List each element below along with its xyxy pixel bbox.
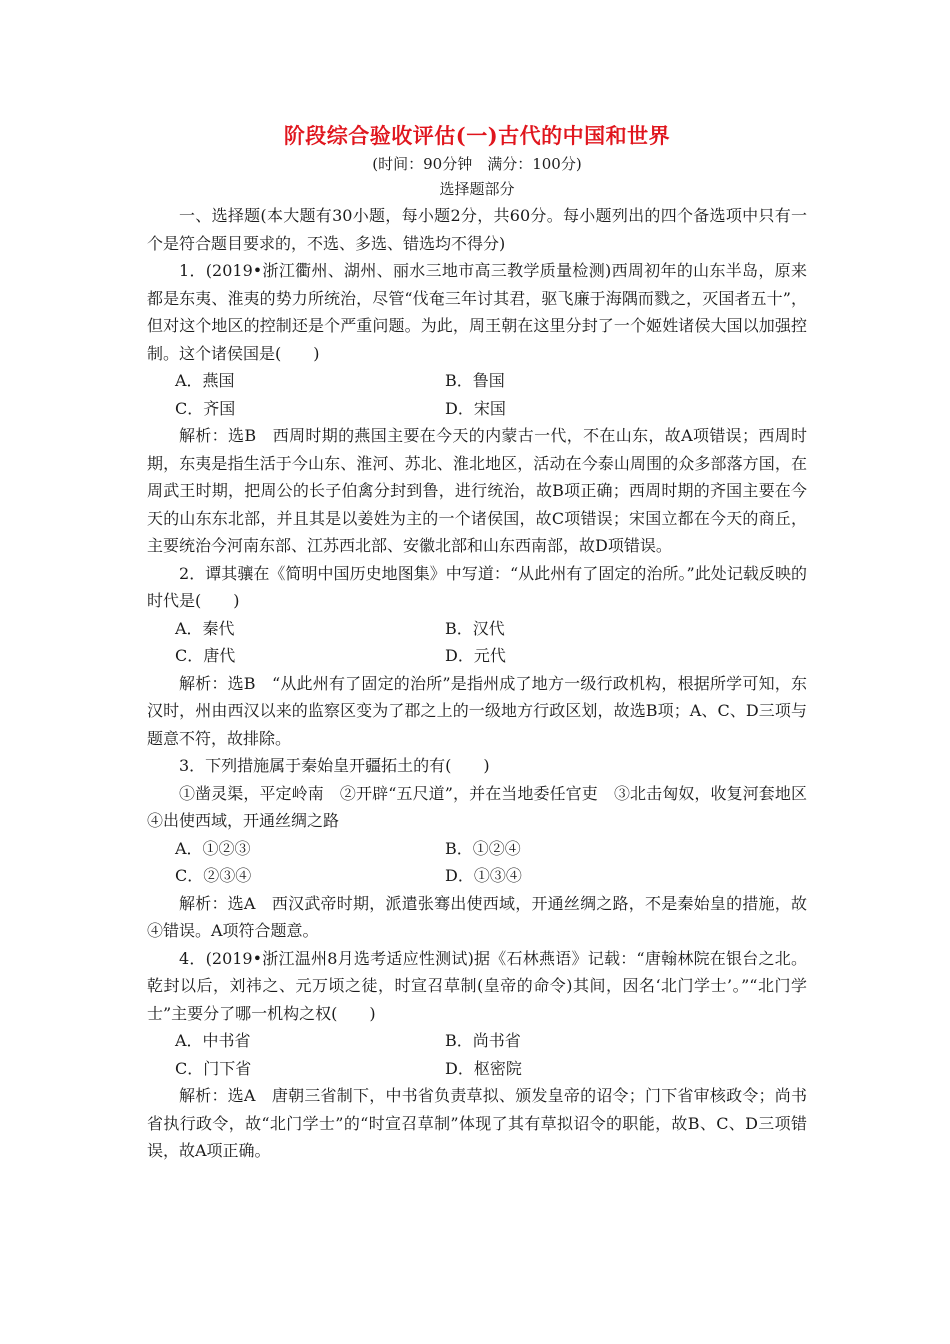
question-stem: 2．谭其骧在《简明中国历史地图集》中写道：“从此州有了固定的治所。”此处记载反映的时代是( ) [147, 563, 807, 610]
option-c: C．②③④ [175, 866, 252, 885]
option-d: D．元代 [445, 646, 506, 665]
question-analysis: 解析：选A 西汉武帝时期，派遣张骞出使西域，开通丝绸之路，不是秦始皇的措施，故④错误。A项符合题意。 [147, 893, 807, 940]
option-c: C．门下省 [175, 1058, 252, 1078]
document-content [147, 120, 824, 1165]
option-b: B．鲁国 [445, 371, 505, 390]
instructions: 一、选择题(本大题有30小题，每小题2分，共60分。每小题列出的四个备选项中只有一个是符合题目要求的，不选、多选、错选均不得分) [147, 206, 807, 253]
option-b: B．汉代 [445, 618, 505, 638]
option-c: C．唐代 [175, 646, 236, 665]
question-4 [147, 945, 807, 1165]
option-a: A．中书省 [175, 1031, 251, 1050]
question-analysis: 解析：选B “从此州有了固定的治所”是指州成了地方一级行政机构，根据所学可知，东汉时，州由西汉以来的监察区变为了郡之上的一级地方行政区划，故选B项；A、C、D三项与题意不符，故排除。 [147, 673, 807, 748]
option-b: B．尚书省 [445, 1031, 521, 1050]
question-analysis: 解析：选A 唐朝三省制下，中书省负责草拟、颁发皇帝的诏令；门下省审核政令；尚书省执行政令，故“北门学士”的“时宣召草制”体现了其有草拟诏令的职能，故B、C、D三项错误，故A项正确。 [147, 1086, 807, 1160]
options-row [147, 835, 807, 863]
question-3 [147, 752, 824, 945]
option-d: D．①③④ [445, 866, 522, 885]
option-a: A．①②③ [175, 838, 251, 858]
question-stem: 3．下列措施属于秦始皇开疆拓土的有( ) [179, 756, 490, 775]
options-row [147, 1055, 807, 1083]
time-info: (时间：90分钟 满分：100分) [372, 155, 582, 173]
option-c: C．齐国 [175, 398, 236, 418]
section-label: 选择题部分 [439, 180, 515, 198]
question-2 [147, 560, 807, 753]
option-a: A．燕国 [175, 371, 235, 390]
options-row [147, 395, 807, 423]
options-row [147, 642, 807, 670]
question-analysis: 解析：选B 西周时期的燕国主要在今天的内蒙古一代，不在山东，故A项错误；西周时期，东夷是指生活于今山东、淮河、苏北、淮北地区，活动在今泰山周围的众多部落方国，在周武王时期，把周公的长子伯禽分封到鲁，进行统治，故B项正确；西周时期的齐国主要在今天的山东东北部，并且其是以姜姓为主的一个诸侯国，故C项错误；宋国立都在今天的商丘，主要统治今河南东部、江苏西北部、安徽北部和山东西南部，故D项错误。 [147, 426, 807, 555]
question-stem: 1．(2019•浙江衢州、湖州、丽水三地市高三教学质量检测)西周初年的山东半岛，原来都是东夷、淮夷的势力所统治，尽管“伐奄三年讨其君，驱飞廉于海隅而戮之，灭国者五十”，但对这个地区的控制还是个严重问题。为此，周王朝在这里分封了一个姬姓诸侯大国以加强控制。这个诸侯国是( ) [147, 261, 807, 363]
page-title: 阶段综合验收评估(一)古代的中国和世界 [283, 123, 671, 148]
options-row [147, 1027, 807, 1055]
question-stem: 4．(2019•浙江温州8月选考适应性测试)据《石林燕语》记载：“唐翰林院在银台之北。乾封以后，刘祎之、元万顷之徒，时宣召草制(皇帝的命令)其间，因名‘北门学士’。”“北门学士”主要分了哪一机构之权( ) [147, 948, 807, 1023]
option-b: B．①②④ [445, 838, 521, 858]
option-d: D．枢密院 [445, 1058, 522, 1078]
options-row [147, 862, 807, 890]
options-row [147, 615, 807, 643]
question-statements: ①凿灵渠，平定岭南 ②开辟“五尺道”，并在当地委任官吏 ③北击匈奴，收复河套地区 ④出使西域，开通丝绸之路 [147, 783, 824, 830]
option-d: D．宋国 [445, 398, 506, 418]
options-row [147, 367, 807, 395]
question-1 [147, 257, 807, 560]
option-a: A．秦代 [175, 618, 235, 638]
